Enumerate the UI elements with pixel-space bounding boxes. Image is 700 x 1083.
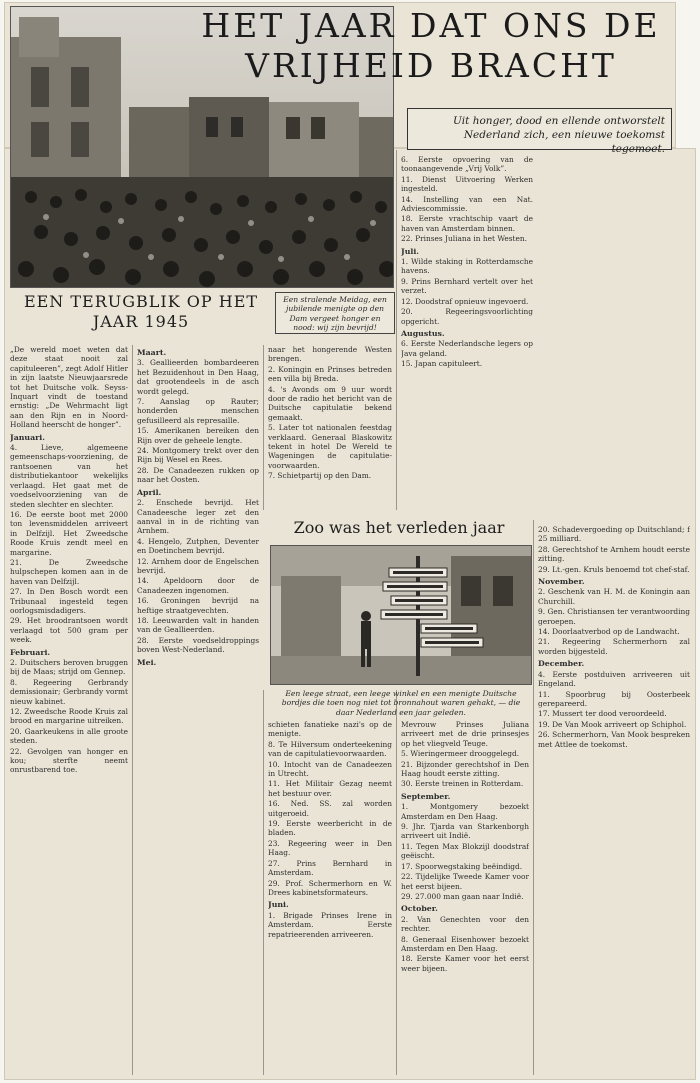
paragraph: 17. Spoorwegstaking beëindigd. [401,861,523,871]
month-heading-february: Februari. [10,647,51,657]
month-heading-december: December. [538,659,585,669]
photo1-caption: Een stralende Meidag, een jubilende menigte op den Dam vergeet honger en nood: wij zijn bevrijd! [283,295,387,333]
paragraph: 5. Later tot nationalen feestdag verklaard. Generaal Blaskowitz tekent in hotel De Wereld te Wageningen de capitulatie-voorwaarden. [268,423,392,470]
column-divider [533,520,534,1075]
paragraph: 29. Prof. Schermerhorn en W. Drees kabinetsformateurs. [268,878,392,897]
paragraph: 15. Amerikanen bereiken den Rijn over de geheele lengte. [137,426,259,445]
paragraph: 11. Dienst Uitvoering Werken ingesteld. [401,174,533,194]
paragraph: 19. De Van Mook arriveert op Schiphol. [538,719,687,729]
paragraph: 7. Schietpartij op den Dam. [268,471,372,481]
paragraph: 7. Aanslag op Rauter; honderden menschen gefusilleerd als represaille. [137,397,259,425]
paragraph: 19. Eerste weerbericht in de bladen. [268,819,392,838]
month-heading-march: Maart. [137,348,167,357]
headline-line1: HET JAAR DAT ONS DE [201,6,661,45]
headline-line2: VRIJHEID BRACHT [245,46,617,85]
article-column-2 [137,345,259,1075]
paragraph: 28. Eerste voedseldroppings boven West-Nederland. [137,635,259,655]
paragraph: 16. Ned. SS. zal worden uitgeroeid. [268,799,392,818]
paragraph: 5. Wieringermeer drooggelegd. [401,749,520,759]
paragraph: „De wereld moet weten dat deze staat nooit zal capituleeren”, zegt Adolf Hitler in zijn laatste Nieuwjaarsrede tot het Duitsche volk. Seyss-Inquart vindt de toestand ernstig: „De Wehrmacht ligt aan den Rijn en in Noord-Holland heerscht de honger”. [10,345,128,430]
paragraph: 27. Prins Bernhard in Amsterdam. [268,858,392,878]
headline [188,6,674,86]
subheadline: Uit honger, dood en ellende ontworstelt Nederland zich, een nieuwe toekomst tegemoet. [452,115,665,155]
paragraph: naar het hongerende Westen brengen. [268,345,392,364]
paragraph: 15. Japan capituleert. [401,359,483,369]
photo2-caption: Een leege straat, een leege winkel en een menigte Duitsche bordjes die toen nog niet tot bronnahout waren gehakt, — die daar Nederland een jaar geleden. [281,689,521,717]
month-heading-april: April. [137,487,162,497]
paragraph: 3. Geallieerden bombardeeren het Bezuidenhout in Den Haag, dat grootendeels in de asch wordt gelegd. [137,358,259,396]
paragraph: 6. Eerste Nederlandsche legers op Java geland. [401,339,533,358]
paragraph: 6. Eerste opvoering van de toonaangevende „Vrij Volk”. [401,155,533,174]
paragraph: 28. De Canadeezen rukken op naar het Oosten. [137,465,259,485]
photo-empty-street-german-signs [270,545,532,685]
month-heading-may: Mei. [137,657,157,667]
paragraph: 27. In Den Bosch wordt een Tribunaal ingesteld tegen oorlogsmisdadigers. [10,587,128,615]
paragraph: 18. Eerste Kamer voor het eerst weer bijeen. [401,954,529,973]
paragraph: 22. Tijdelijke Tweede Kamer voor het eerst bijeen. [401,872,529,891]
paragraph: 14. Apeldoorn door de Canadeezen ingenomen. [137,576,259,595]
paragraph: 4. Hengelo, Zutphen, Deventer en Doetinchem bevrijd. [137,536,259,556]
month-heading-september: September. [401,791,451,801]
paragraph: 29. Het broodrantsoen wordt verlaagd tot 500 gram per week. [10,616,128,645]
paragraph: 2. Koningin en Prinses betreden een villa bij Breda. [268,364,392,384]
paragraph: 18. Leeuwarden valt in handen van de Geallieerden. [137,615,259,635]
column-divider [263,345,264,510]
paragraph: 21. Bijzonder gerechtshof in Den Haag houdt eerste zitting. [401,759,529,779]
paragraph: 2. Enschede bevrijd. Het Canadeesche leger zet den aanval in in de richting van Arnhem. [137,498,259,536]
paragraph: 22. Prinses Juliana in het Westen. [401,234,527,244]
article-column-7 [401,720,529,1075]
month-heading-august: Augustus. [401,328,445,338]
article-column-1 [10,345,128,1075]
section-title [10,292,272,332]
paragraph: 12. Doodstraf opnieuw ingevoerd. [401,296,529,306]
paragraph: 21. De Zweedsche hulpschepen komen aan in de haven van Delfzijl. [10,557,128,586]
paragraph: 1. Brigade Prinses Irene in Amsterdam. Eerste repatrieerenden arriveeren. [268,910,392,939]
section-title-line2: JAAR 1945 [92,312,190,331]
column-divider [396,690,397,1075]
paragraph: 14. Doorlaatverbod op de Landwacht. [538,627,680,637]
paragraph: 4. Lieve, algemeene gemeenschaps-voorziening, de rantsoenen van het distributiekantoor wekelijks verlaagd. Het gaat met de voedselvoorziening van de steden slechter en slechter. [10,443,128,509]
column-divider [396,150,397,510]
month-heading-january: Januari. [10,432,45,442]
paragraph: 8. Regeering Gerbrandy demissionair; Gerbrandy vormt nieuw kabinet. [10,677,128,706]
paragraph: 24. Montgomery trekt over den Rijn bij Wesel en Rees. [137,446,259,465]
paragraph: 14. Instelling van een Nat. Adviescommissie. [401,194,533,214]
paragraph: 1. Wilde staking in Rotterdamsche havens. [401,257,533,276]
paragraph: 29. Lt.-gen. Kruls benoemd tot chef-staf. [538,564,690,574]
paragraph: 16. De eerste boot met 2000 ton levensmiddelen arriveert in Delfzijl. Het Zweedsche Roode Kruis zendt meel en margarine. [10,509,128,557]
article-column-3 [268,345,392,510]
month-heading-june: Juni. [268,900,289,910]
paragraph: 4. 's Avonds om 9 uur wordt door de radio het bericht van de Duitsche capitulatie bekend gemaakt. [268,384,392,422]
paragraph: 22. Gevolgen van honger en kou; sterfte neemt onrustbarend toe. [10,746,128,775]
paragraph: 10. Intocht van de Canadeezen in Utrecht. [268,759,392,779]
paragraph: 20. Schadevergoeding op Duitschland; f 25 milliard. [538,525,690,544]
paragraph: 2. Van Genechten voor den rechter. [401,914,529,934]
paragraph: 28. Gerechtshof te Arnhem houdt eerste zitting. [538,544,690,564]
paragraph: 9. Gen. Christiansen ter verantwoording geroepen. [538,607,690,626]
section-title-line1: EEN TERUGBLIK OP HET [23,292,259,311]
paragraph: schieten fanatieke nazi's op de menigte. [268,720,392,739]
paragraph: 1. Montgomery bezoekt Amsterdam en Den Haag. [401,802,529,821]
paragraph: 16. Groningen bevrijd na heftige straatgevechten. [137,596,259,615]
article-column-5 [538,525,690,1075]
paragraph: 21. Regeering Schermerhorn zal worden bijgesteld. [538,637,690,656]
subheadline-box [407,108,672,155]
paragraph: 2. Duitschers beroven bruggen bij de Maas; strijd om Gennep. [10,658,128,677]
paragraph: 11. Het Militair Gezag neemt het bestuur over. [268,779,392,798]
column-divider [263,690,264,1075]
paragraph: 4. Eerste postduiven arriveeren uit Engeland. [538,669,690,689]
paragraph: 9. Jhr. Tjarda van Starkenborgh arriveert uit Indië. [401,822,529,841]
paragraph: 17. Mussert ter dood veroordeeld. [538,709,667,719]
paragraph: 8. Generaal Eisenhower bezoekt Amsterdam en Den Haag. [401,934,529,953]
article-column-6 [268,720,392,1075]
paragraph: Mevrouw Prinses Juliana arriveert met de drie prinsesjes op het vliegveld Teuge. [401,720,529,748]
month-heading-october: October. [401,904,438,914]
paragraph: 29. 27.000 man gaan naar Indië. [401,891,524,901]
paragraph: 12. Arnhem door de Engelschen bevrijd. [137,556,259,575]
paragraph: 8. Te Hilversum onderteekening van de capitulatievoorwaarden. [268,739,392,759]
paragraph: 20. Gaarkeukens in alle groote steden. [10,726,128,746]
paragraph: 11. Spoorbrug bij Oosterbeek gerepareerd. [538,689,690,708]
month-heading-july: Juli. [401,246,419,256]
paragraph: 20. Regeeringsvoorlichting opgericht. [401,307,533,326]
paragraph: 26. Schermerhorn, Van Mook bespreken met Attlee de toekomst. [538,730,690,749]
paragraph: 30. Eerste treinen in Rotterdam. [401,779,524,789]
paragraph: 9. Prins Bernhard vertelt over het verzet. [401,276,533,296]
paragraph: 18. Eerste vrachtschip vaart de haven van Amsterdam binnen. [401,214,533,233]
month-heading-november: November. [538,577,585,587]
column-divider [132,345,133,1075]
paragraph: 2. Geschenk van H. M. de Koningin aan Churchill. [538,587,690,606]
section2-title: Zoo was het verleden jaar [293,518,505,537]
paragraph: 11. Tegen Max Blokzijl doodstraf geëischt. [401,841,529,861]
paragraph: 12. Zweedsche Roode Kruis zal brood en margarine uitreiken. [10,707,128,726]
article-column-4 [401,155,533,510]
paragraph: 23. Regeering weer in Den Haag. [268,838,392,858]
